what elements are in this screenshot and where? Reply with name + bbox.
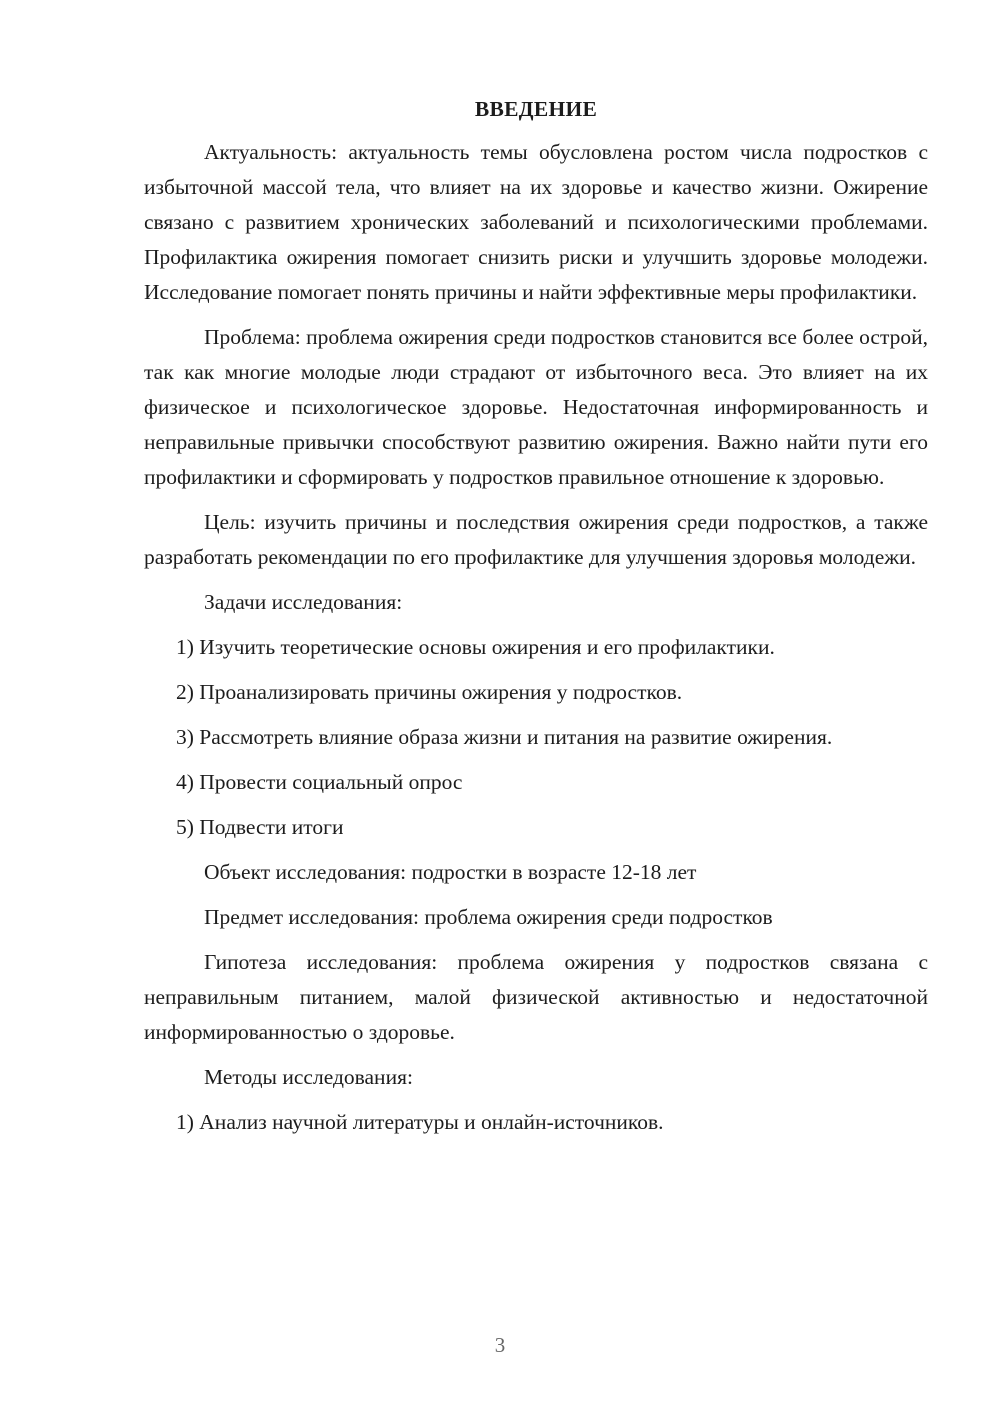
page-number: 3 bbox=[494, 1333, 506, 1357]
task-item-4: 4) Провести социальный опрос bbox=[176, 770, 463, 794]
tasks-heading: Задачи исследования: bbox=[204, 590, 403, 614]
subject-paragraph: Предмет исследования: проблема ожирения среди подростков bbox=[204, 905, 773, 929]
task-item-5: 5) Подвести итоги bbox=[176, 815, 344, 839]
method-item-1: 1) Анализ научной литературы и онлайн-источников. bbox=[176, 1110, 664, 1134]
task-item-3: 3) Рассмотреть влияние образа жизни и питания на развитие ожирения. bbox=[176, 725, 833, 749]
page-title: ВВЕДЕНИЕ bbox=[474, 97, 598, 121]
relevance-paragraph: Актуальность: актуальность темы обусловлена ростом числа подростков с избыточной массой тела, что влияет на их здоровье и качество жизни. Ожирение связано с развитием хронических заболеваний и психологическими проблемами. Профилактика ожирения помогает снизить риски и улучшить здоровье молодежи. Исследование помогает понять причины и найти эффективные меры профилактики. bbox=[144, 140, 928, 304]
page-content bbox=[144, 92, 928, 1150]
object-paragraph: Объект исследования: подростки в возрасте 12-18 лет bbox=[204, 860, 697, 884]
task-item-1: 1) Изучить теоретические основы ожирения и его профилактики. bbox=[176, 635, 775, 659]
methods-heading: Методы исследования: bbox=[204, 1065, 413, 1089]
task-item-2: 2) Проанализировать причины ожирения у подростков. bbox=[176, 680, 683, 704]
goal-paragraph: Цель: изучить причины и последствия ожирения среди подростков, а также разработать рекомендации по его профилактике для улучшения здоровья молодежи. bbox=[144, 510, 928, 569]
hypothesis-paragraph: Гипотеза исследования: проблема ожирения у подростков связана с неправильным питанием, малой физической активностью и недостаточной информированностью о здоровье. bbox=[144, 950, 928, 1044]
problem-paragraph: Проблема: проблема ожирения среди подростков становится все более острой, так как многие молодые люди страдают от избыточного веса. Это влияет на их физическое и психологическое здоровье. Недостаточная информированность и неправильные привычки способствуют развитию ожирения. Важно найти пути его профилактики и сформировать у подростков правильное отношение к здоровью. bbox=[144, 325, 928, 489]
